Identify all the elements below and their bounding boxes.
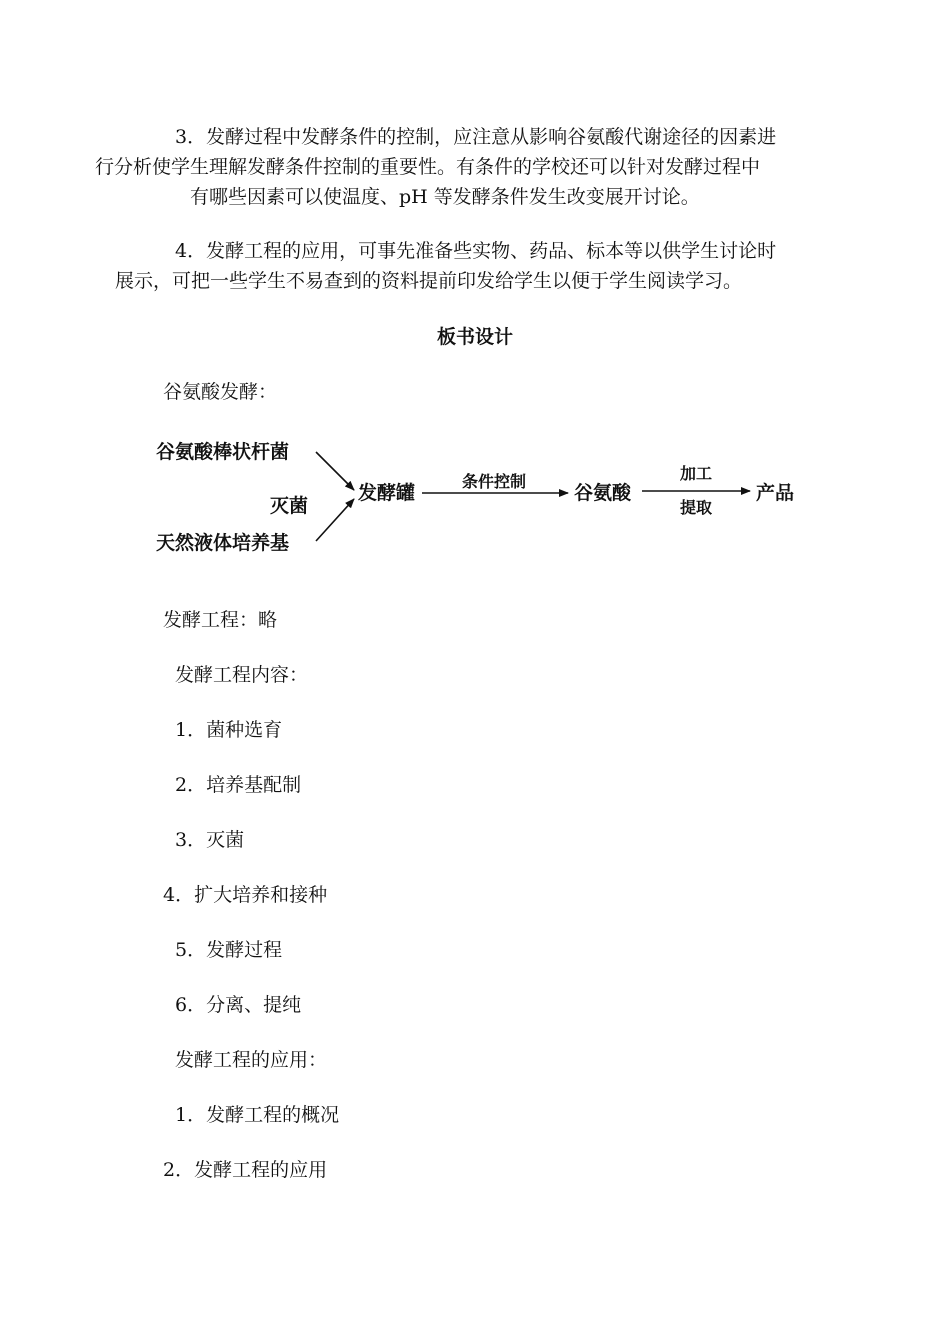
diagram-arrow-medium bbox=[316, 499, 354, 541]
paragraph-3-line-2: 行分析使学生理解发酵条件控制的重要性。有条件的学校还可以针对发酵过程中 bbox=[95, 156, 761, 178]
diagram-fermenter-label: 发酵罐 bbox=[358, 482, 416, 504]
diagram-medium-label: 天然液体培养基 bbox=[156, 532, 290, 554]
application-heading: 发酵工程的应用： bbox=[175, 1049, 328, 1071]
paragraph-4-line-1: 4．发酵工程的应用，可事先准备些实物、药品、标本等以供学生讨论时 bbox=[175, 240, 777, 262]
content-heading: 发酵工程内容： bbox=[175, 664, 309, 686]
diagram-sterilize-label: 灭菌 bbox=[270, 495, 309, 517]
diagram-extract-label: 提取 bbox=[680, 498, 713, 517]
content-item-6: 6．分离、提纯 bbox=[175, 994, 302, 1016]
diagram-arrow-bacterium bbox=[316, 452, 354, 490]
glutamate-fermentation-diagram bbox=[150, 425, 820, 565]
paragraph-3-line-3: 有哪些因素可以使温度、pH 等发酵条件发生改变展开讨论。 bbox=[190, 186, 700, 208]
board-title: 板书设计 bbox=[436, 326, 513, 348]
diagram-process-label: 加工 bbox=[680, 464, 713, 483]
content-item-5: 5．发酵过程 bbox=[175, 939, 283, 961]
engineering-line: 发酵工程：略 bbox=[163, 609, 278, 631]
content-item-4: 4．扩大培养和接种 bbox=[163, 884, 328, 906]
content-item-3: 3．灭菌 bbox=[175, 829, 245, 851]
paragraph-4-line-2: 展示，可把一些学生不易查到的资料提前印发给学生以便于学生阅读学习。 bbox=[115, 270, 743, 292]
application-item-1: 1．发酵工程的概况 bbox=[175, 1104, 340, 1126]
diagram-product-label: 产品 bbox=[756, 482, 795, 504]
application-item-2: 2．发酵工程的应用 bbox=[163, 1159, 328, 1181]
board-subtitle: 谷氨酸发酵： bbox=[163, 381, 278, 403]
diagram-glutamate-label: 谷氨酸 bbox=[574, 482, 632, 504]
content-item-2: 2．培养基配制 bbox=[175, 774, 302, 796]
diagram-bacterium-label: 谷氨酸棒状杆菌 bbox=[156, 441, 290, 463]
paragraph-3-line-1: 3．发酵过程中发酵条件的控制，应注意从影响谷氨酸代谢途径的因素进 bbox=[175, 126, 777, 148]
content-item-1: 1．菌种选育 bbox=[175, 719, 283, 741]
diagram-control-label: 条件控制 bbox=[462, 472, 527, 491]
